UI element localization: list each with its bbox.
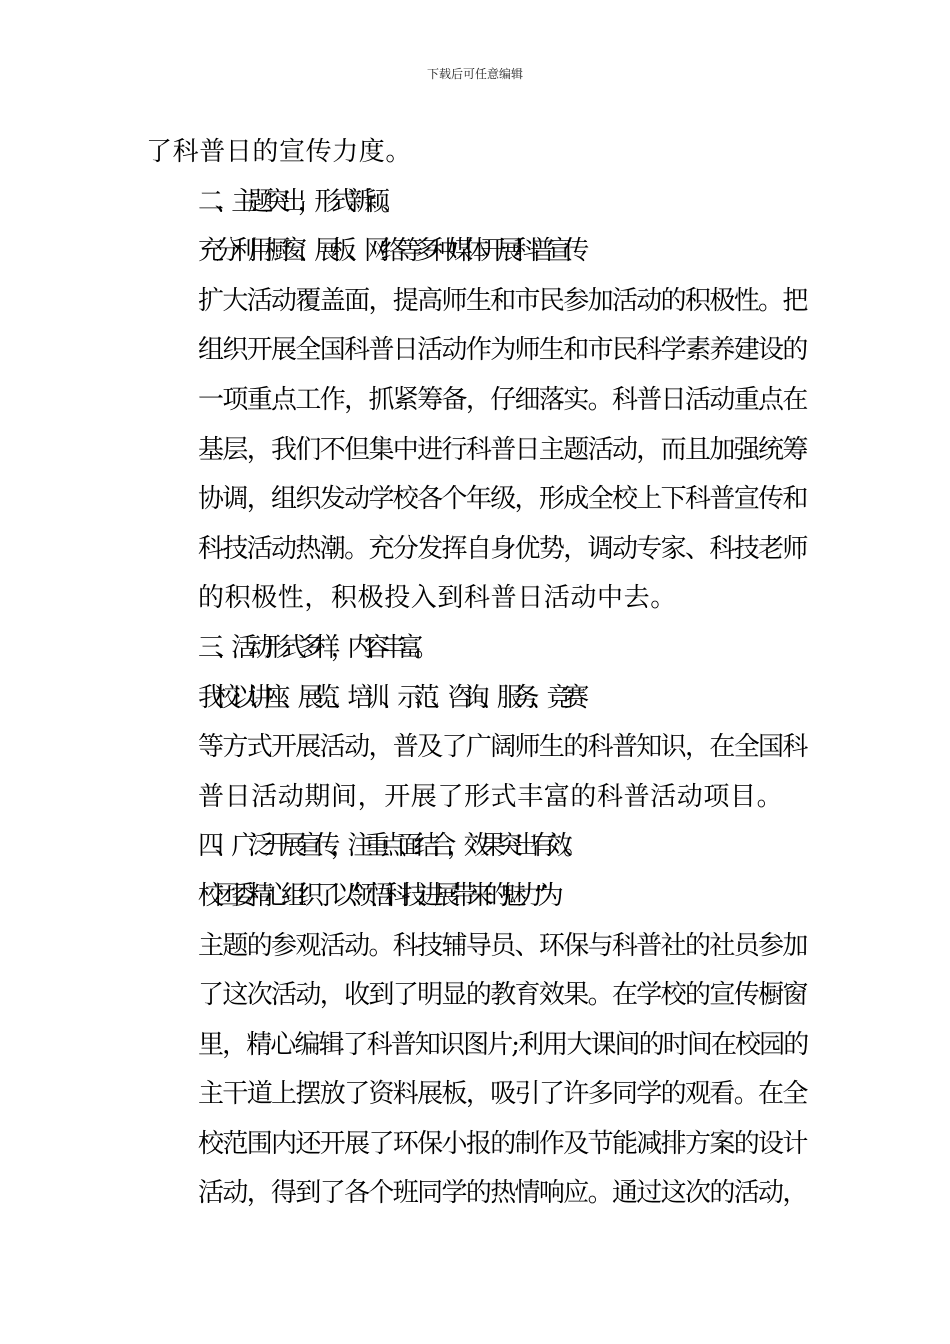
text-line: 校团委精心组织了以“领悟科技进展带来的魅力”为 [198, 880, 555, 911]
paragraph [146, 128, 811, 178]
text-line: 了科普日的宣传力度。 [146, 137, 413, 167]
page-header: 下载后可任意编辑 [426, 67, 523, 81]
text-line: 了这次活动，收到了明显的教育效果。在学校的宣传橱窗 [198, 980, 807, 1011]
text-line: 三、活动形式多样，内容丰富。 [198, 632, 431, 663]
paragraph [146, 872, 811, 1219]
paragraph [146, 227, 811, 624]
text-line: 我校以讲座、展览、培训、示范、咨询、服务、竞赛 [198, 682, 580, 713]
text-line: 校范围内还开展了环保小报的制作及节能减排方案的设计 [198, 1128, 807, 1159]
text-line: 普日活动期间，开展了形式丰富的科普活动项目。 [198, 781, 784, 812]
text-line: 二、主题突出，形式新颖。 [198, 186, 398, 217]
text-line: 充分利用橱窗、展板、网络等多种媒体开展科普宣传 [198, 236, 580, 267]
text-line: 科技活动热潮。充分发挥自身优势，调动专家、科技老师 [198, 533, 807, 564]
text-line: 协调，组织发动学校各个年级，形成全校上下科普宣传和 [198, 484, 807, 515]
text-line: 四、广泛开展宣传，注重点面结合，效果突出有效。 [198, 831, 580, 862]
text-line: 活动，得到了各个班同学的热情响应。通过这次的活动， [198, 1178, 807, 1209]
section-heading [146, 822, 811, 872]
text-line: 一项重点工作，抓紧筹备，仔细落实。科普日活动重点在 [198, 384, 807, 415]
text-line: 主题的参观活动。科技辅导员、环保与科普社的社员参加 [198, 930, 807, 961]
text-line: 里，精心编辑了科普知识图片;利用大课间的时间在校园的 [198, 1029, 808, 1060]
text-line: 组织开展全国科普日活动作为师生和市民科学素养建设的 [198, 335, 807, 366]
text-line: 的积极性，积极投入到科普日活动中去。 [198, 583, 677, 614]
section-heading [146, 178, 811, 228]
text-line: 主干道上摆放了资料展板，吸引了许多同学的观看。在全 [198, 1079, 807, 1110]
paragraph [146, 674, 811, 823]
text-line: 扩大活动覆盖面，提高师生和市民参加活动的积极性。把 [198, 285, 807, 316]
text-line: 基层，我们不但集中进行科普日主题活动，而且加强统筹 [198, 434, 807, 465]
document-body [146, 128, 811, 1219]
section-heading [146, 624, 811, 674]
text-line: 等方式开展活动，普及了广阔师生的科普知识，在全国科 [198, 732, 807, 763]
